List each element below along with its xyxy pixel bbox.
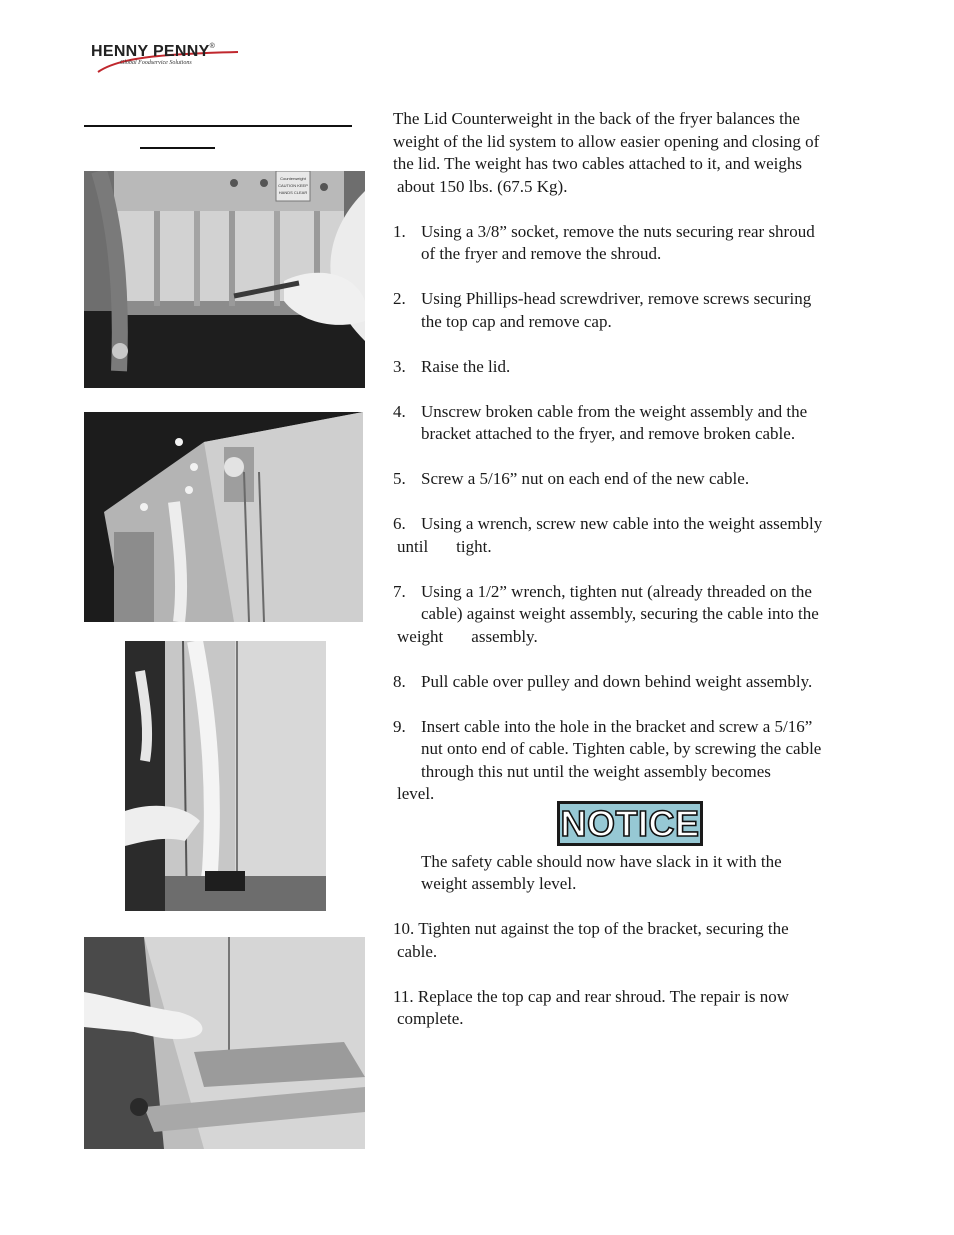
step-4: 4. Unscrew broken cable from the weight assembly and the bracket attached to the fryer, and remove broken cable. (393, 401, 808, 443)
step-5: 5. Screw a 5/16” nut on each end of the new cable. (393, 468, 873, 491)
step-number: 8. (393, 671, 406, 691)
step-number: 5. (393, 469, 406, 488)
intro-line: The Lid Counterweight in the back of the fryer balances the (393, 109, 800, 128)
photo-tighten-bracket (84, 937, 365, 1149)
step-number: 2. (393, 289, 406, 308)
step-3: 3. Raise the lid. (393, 356, 873, 379)
subheading-rule (140, 147, 215, 149)
photo-sticker-line-2: CAUTION KEEP (278, 183, 308, 188)
intro-line: about 150 lbs. (67.5 Kg). (397, 176, 568, 196)
step-number: 6. (393, 514, 406, 533)
step-number: 3. (393, 356, 406, 376)
step-10: 10. Tighten nut against the top of the bracket, securing the cable. (393, 919, 789, 961)
intro-line: weight of the lid system to allow easier opening and closing of (393, 131, 820, 151)
step-8: 8. Pull cable over pulley and down behind weight assembly. (393, 671, 873, 694)
photo-remove-shroud (84, 171, 365, 388)
step-number: 9. (393, 716, 406, 736)
logo-tagline: Global Foodservice Solutions (120, 60, 192, 66)
photo-hand-cable (125, 641, 326, 911)
notice-label: NOTICE (560, 802, 700, 844)
step-number: 7. (393, 581, 406, 601)
intro-line: the lid. The weight has two cables attached to it, and weighs (393, 154, 802, 173)
heading-rule (84, 125, 352, 127)
henny-penny-logo (88, 40, 248, 74)
step-1: 1. Using a 3/8” socket, remove the nuts securing rear shroud of the fryer and remove the shroud. (393, 221, 815, 263)
notice-badge (557, 801, 703, 846)
step-number: 11. (393, 986, 414, 1006)
photo-cable-pulley (84, 412, 363, 622)
step-7: 7. Using a 1/2” wrench, tighten nut (already threaded on the cable) against weight assembly, securing the cable into the weight assembly. (393, 581, 819, 646)
logo-brand: HENNY PENNY (91, 43, 210, 60)
step-number: 10. (393, 919, 415, 938)
notice-text: The safety cable should now have slack in it with the weight assembly level. (421, 851, 782, 893)
photo-sticker-line-3: HANDS CLEAR (278, 190, 308, 195)
step-number: 4. (393, 401, 406, 421)
photo-sticker-line-1: Counterweight (280, 176, 306, 181)
step-9: 9. Insert cable into the hole in the bracket and screw a 5/16” nut onto end of cable. Tighten cable, by screwing the cable through this nut until the weight assembly becomes level. (393, 716, 822, 803)
logo-registered: ® (209, 43, 216, 50)
step-number: 1. (393, 221, 406, 241)
step-2: 2. Using Phillips-head screwdriver, remove screws securing the top cap and remove cap. (393, 289, 812, 331)
step-6: 6. Using a wrench, screw new cable into the weight assembly until tight. (393, 514, 823, 556)
step-11: 11. Replace the top cap and rear shroud. The repair is now complete. (393, 986, 790, 1028)
instructions (393, 108, 873, 1031)
